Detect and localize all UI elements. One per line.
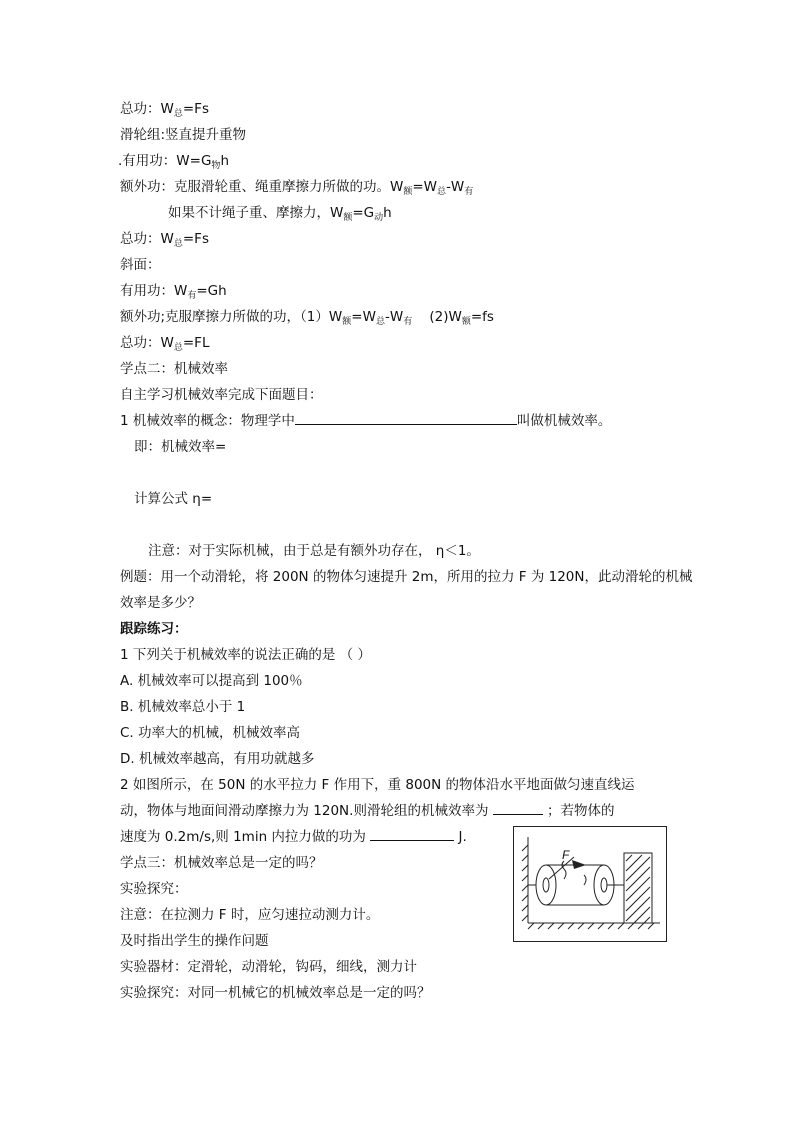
example-problem-line-2: 效率是多少？ [120, 595, 201, 611]
practice-heading: 跟踪练习： [120, 621, 188, 637]
option-d: D. 机械效率越高，有用功就越多 [120, 751, 315, 767]
efficiency-concept-question: 1 机械效率的概念：物理学中 叫做机械效率。 [120, 413, 612, 429]
self-study-prompt: 自主学习机械效率完成下面题目： [120, 387, 323, 403]
total-work-line-3: 总功：$W_总=FL$ [120, 335, 210, 353]
useful-work-line-1: .有用功：$W=G_物h$ [118, 153, 229, 171]
question-2-line-3: 速度为 0.2m/s,则 1min 内拉力做的功为 J. [120, 829, 467, 845]
question-2-line-2: 动，物体与地面间滑动摩擦力为 120N.则滑轮组的机械效率为 ；若物体的 [120, 803, 615, 819]
force-label: F [562, 848, 570, 862]
experiment-question: 实验探究：对同一机械它的机械效率总是一定的吗？ [120, 985, 431, 1001]
pulley-figure [513, 826, 667, 942]
section-3-heading: 学点三：机械效率总是一定的吗？ [120, 855, 323, 871]
question-1: 1 下列关于机械效率的说法正确的是 （ ） [120, 647, 371, 663]
efficiency-definition: 即：机械效率= [134, 439, 227, 455]
example-problem-line-1: 例题：用一个动滑轮，将 200N 的物体匀速提升 2m，所用的拉力 F 为 120N，此动滑轮的机械 [120, 569, 693, 585]
pulley-diagram [514, 827, 666, 941]
concept-answer-blank[interactable] [295, 412, 517, 425]
formula-line: 计算公式 η= [134, 491, 213, 507]
option-c: C. 功率大的机械，机械效率高 [120, 725, 301, 741]
extra-work-line-1: 额外功：克服滑轮重、绳重摩擦力所做的功。$W_额=W_总-W_有$ [120, 179, 474, 197]
incline-heading: 斜面： [120, 257, 161, 273]
total-work-line-2: 总功：$W_总=Fs$ [120, 231, 209, 249]
option-b: B. 机械效率总小于 1 [120, 699, 246, 715]
section-2-heading: 学点二：机械效率 [120, 361, 228, 377]
efficiency-note: 注意：对于实际机械，由于总是有额外功存在， η＜1。 [148, 543, 480, 559]
option-a: A. 机械效率可以提高到 100％ [120, 673, 303, 689]
useful-work-line-2: 有用功：$W_有=Gh$ [120, 283, 227, 301]
efficiency-answer-blank[interactable] [493, 802, 543, 815]
experiment-note: 注意：在拉测力 F 时，应匀速拉动测力计。 [120, 907, 380, 923]
pulley-block-heading: 滑轮组:竖直提升重物 [120, 127, 247, 143]
force-arrow-icon [572, 860, 586, 869]
total-work-line-1: 总功：$W_总=Fs$ [120, 101, 209, 119]
no-friction-note: 如果不计绳子重、摩擦力，$W_额=G_动h$ [168, 205, 392, 223]
teacher-note: 及时指出学生的操作问题 [120, 933, 269, 949]
work-answer-blank[interactable] [370, 828, 454, 841]
extra-work-line-2: 额外功;克服摩擦力所做的功，$(1)W_额=W_总-W_有$ $(2)W_额=fs$ [120, 309, 494, 327]
question-2-line-1: 2 如图所示，在 50N 的水平拉力 F 作用下，重 800N 的物体沿水平地面做匀速直线运 [120, 777, 635, 793]
experiment-label: 实验探究： [120, 881, 188, 897]
equipment-list: 实验器材：定滑轮，动滑轮，钩码，细线，测力计 [120, 959, 417, 975]
